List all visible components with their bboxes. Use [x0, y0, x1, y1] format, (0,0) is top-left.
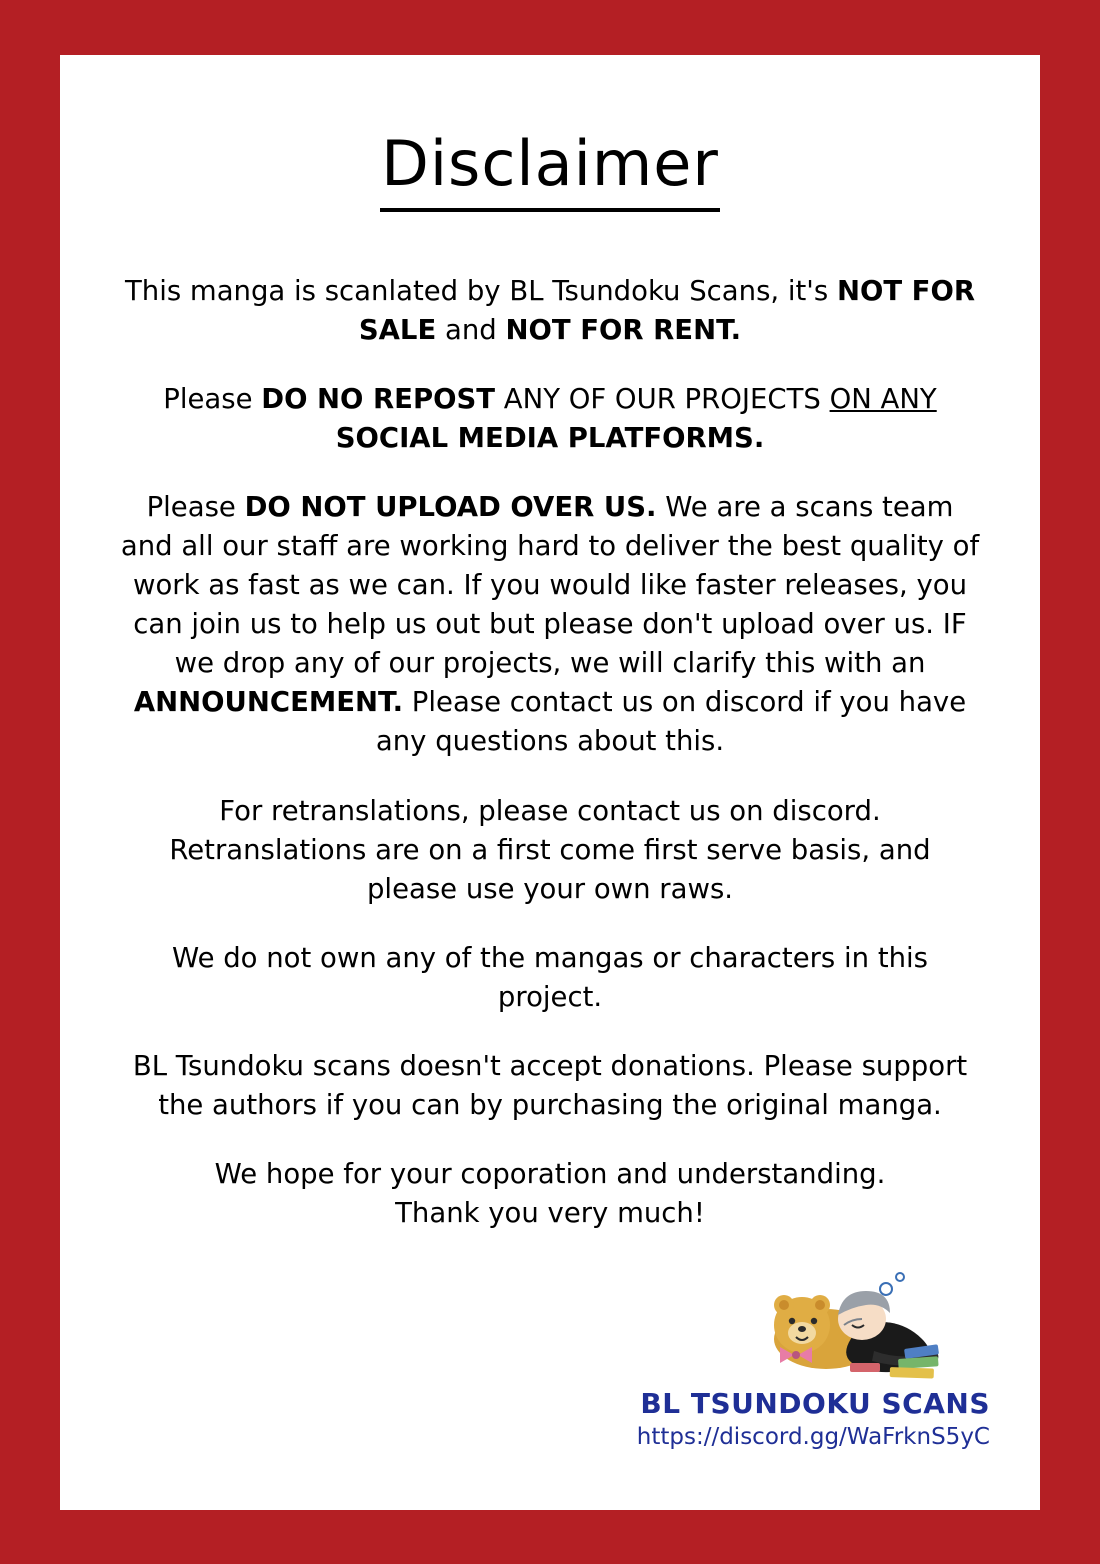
page-title: Disclaimer [381, 127, 719, 200]
paragraph: For retranslations, please contact us on discord. Retranslations are on a first come first serve basis, and please use your own raws. [169, 794, 931, 905]
paragraph: This manga is scanlated by BL Tsundoku Scans, it's NOT FOR SALE and NOT FOR RENT. [124, 275, 976, 347]
disclaimer-page [60, 55, 1040, 1510]
scanlation-group-name: BL TSUNDOKU SCANS [640, 1387, 990, 1420]
paragraph: Please DO NO REPOST ANY OF OUR PROJECTS ON ANY SOCIAL MEDIA PLATFORMS. [163, 383, 937, 455]
credit-block [570, 1263, 990, 1450]
title-underline [380, 208, 720, 212]
page-title-wrapper [60, 127, 1040, 212]
disclaimer-body [120, 272, 980, 1233]
paragraph: BL Tsundoku scans doesn't accept donations. Please support the authors if you can by purchasing the original manga. [132, 1049, 968, 1121]
paragraph: Please DO NOT UPLOAD OVER US. We are a scans team and all our staff are working hard to deliver the best quality of work as fast as we can. If you would like faster releases, you can join us to help us out but please don't upload over us. IF we drop any of our projects, we will clarify this with an ANNOUNCEMENT. Please contact us on discord if you have any questions about this. [120, 491, 980, 758]
bear-and-sleeping-boy-icon [754, 1263, 984, 1383]
discord-link[interactable]: https://discord.gg/WaFrknS5yC [636, 1424, 990, 1450]
paragraph: We hope for your coporation and understanding. Thank you very much! [214, 1157, 886, 1229]
paragraph: We do not own any of the mangas or characters in this project. [171, 941, 928, 1013]
